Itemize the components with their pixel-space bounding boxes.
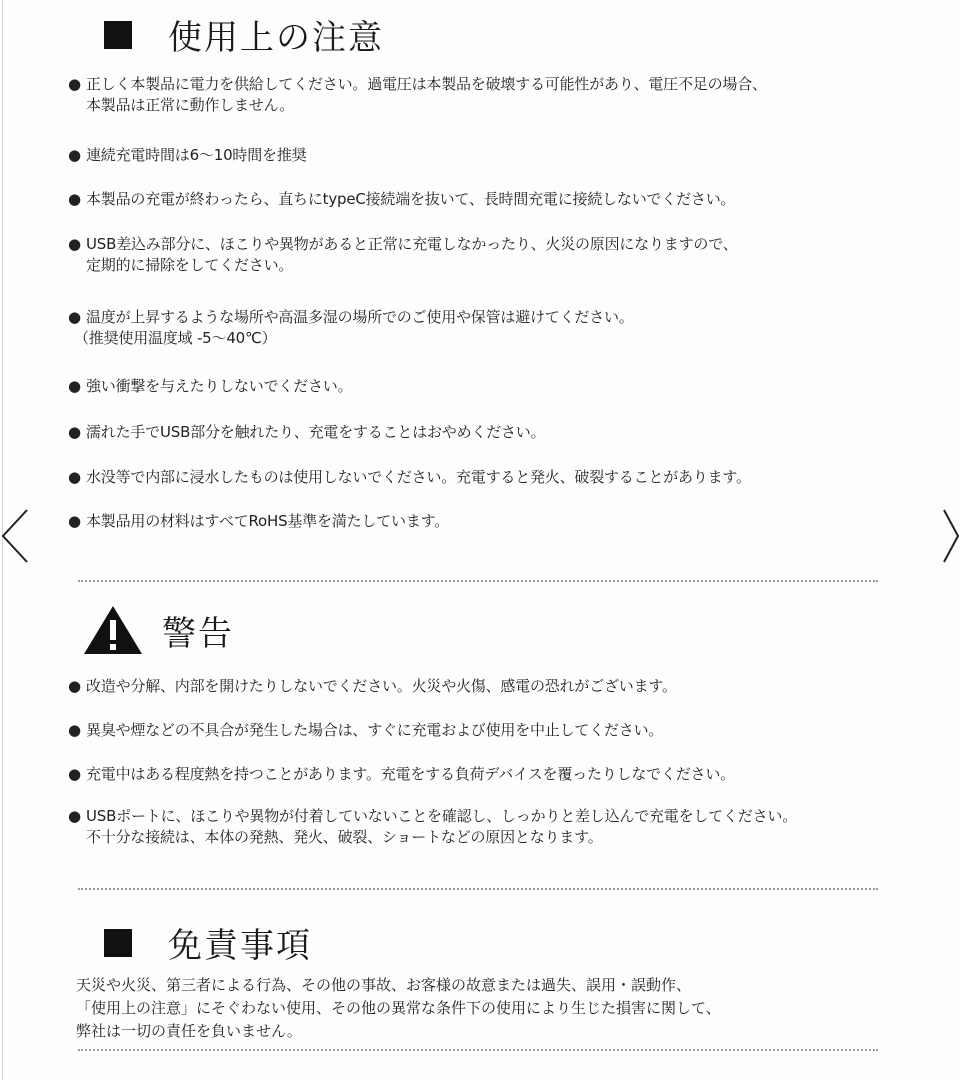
disclaimer-body [76,974,896,1043]
usage-item [68,376,898,397]
usage-item-text: 本製品は正常に動作しません。 [86,96,295,114]
warning-item [68,720,898,741]
usage-item [68,307,898,349]
bullet-icon: ● [68,677,81,695]
warning-item [68,676,898,697]
usage-item [68,234,898,276]
warning-triangle-icon [82,604,144,656]
bullet-icon: ● [68,190,81,208]
usage-item-text: 強い衝撃を与えたりしないでください。 [86,377,353,395]
bullet-icon: ● [68,146,81,164]
disclaimer-section-heading [104,918,312,967]
usage-item [68,422,898,443]
usage-item-text: 温度が上昇するような場所や高温多湿の場所でのご使用や保管は避けてください。 [86,308,634,326]
warning-item [68,806,898,848]
warning-item-text: 不十分な接続は、本体の発熱、発火、破裂、ショートなどの原因となります。 [86,828,603,846]
bullet-icon: ● [68,721,81,739]
chevron-left-icon [0,508,30,564]
usage-item [68,189,898,210]
usage-item [68,145,898,166]
bullet-icon: ● [68,377,81,395]
usage-section-title: 使用上の注意 [168,18,384,58]
square-heading-marker [104,21,132,49]
usage-item-text: 正しく本製品に電力を供給してください。過電圧は本製品を破壊する可能性があり、電圧不足の場合、 [86,75,767,93]
warning-item-text: 改造や分解、内部を開けたりしないでください。火災や火傷、感電の恐れがございます。 [86,677,677,695]
warning-section-title: 警告 [162,613,234,654]
usage-item-text: 本製品の充電が終わったら、直ちにtypeC接続端を抜いて、長時間充電に接続しないでください。 [86,190,736,208]
bullet-icon: ● [68,423,81,441]
disclaimer-line: 弊社は一切の責任を負いません。 [76,1022,302,1040]
usage-item [68,511,898,532]
square-heading-marker [104,929,132,957]
usage-item [68,467,898,488]
disclaimer-section-title: 免責事項 [168,926,312,966]
warning-item-text: 異臭や煙などの不具合が発生した場合は、すぐに充電および使用を中止してください。 [86,721,664,739]
bullet-icon: ● [68,75,81,93]
usage-item-text: 本製品用の材料はすべてRoHS基準を満たしています。 [86,512,450,530]
usage-item-text: 連続充電時間は6～10時間を推奨 [86,146,307,164]
usage-item-text: 濡れた手でUSB部分を触れたり、充電をすることはおやめください。 [86,423,546,441]
warning-item-text: 充電中はある程度熱を持つことがあります。充電をする負荷デバイスを覆ったりしなでください。 [86,765,735,783]
previous-image-button[interactable] [0,508,30,564]
warning-item [68,764,898,785]
usage-item-text: USB差込み部分に、ほこりや異物があると正常に充電しなかったり、火災の原因になりますので、 [86,235,738,253]
warning-item-text: USBポートに、ほこりや異物が付着していないことを確認し、しっかりと差し込んで充電をしてください。 [86,807,797,825]
disclaimer-line: 天災や火災、第三者による行為、その他の事故、お客様の故意または過失、誤用・誤動作、 [76,976,692,994]
section-divider [78,888,878,890]
bullet-icon: ● [68,468,81,486]
usage-item-text: （推奨使用温度域 -5～40℃） [74,329,277,347]
usage-section-heading [104,10,384,59]
section-divider [78,580,878,582]
next-image-button[interactable] [936,508,960,564]
disclaimer-line: 「使用上の注意」にそぐわない使用、その他の異常な条件下の使用により生じた損害に関して、 [76,999,721,1017]
section-divider [78,1049,878,1051]
bullet-icon: ● [68,807,81,825]
bullet-icon: ● [68,308,81,326]
bullet-icon: ● [68,512,81,530]
usage-item [68,74,898,116]
usage-item-text: 定期的に掃除をしてください。 [86,256,294,274]
chevron-right-icon [936,508,960,564]
bullet-icon: ● [68,765,81,783]
usage-item-text: 水没等で内部に浸水したものは使用しないでください。充電すると発火、破裂することがあります。 [86,468,751,486]
warning-section-heading [82,604,234,656]
bullet-icon: ● [68,235,81,253]
